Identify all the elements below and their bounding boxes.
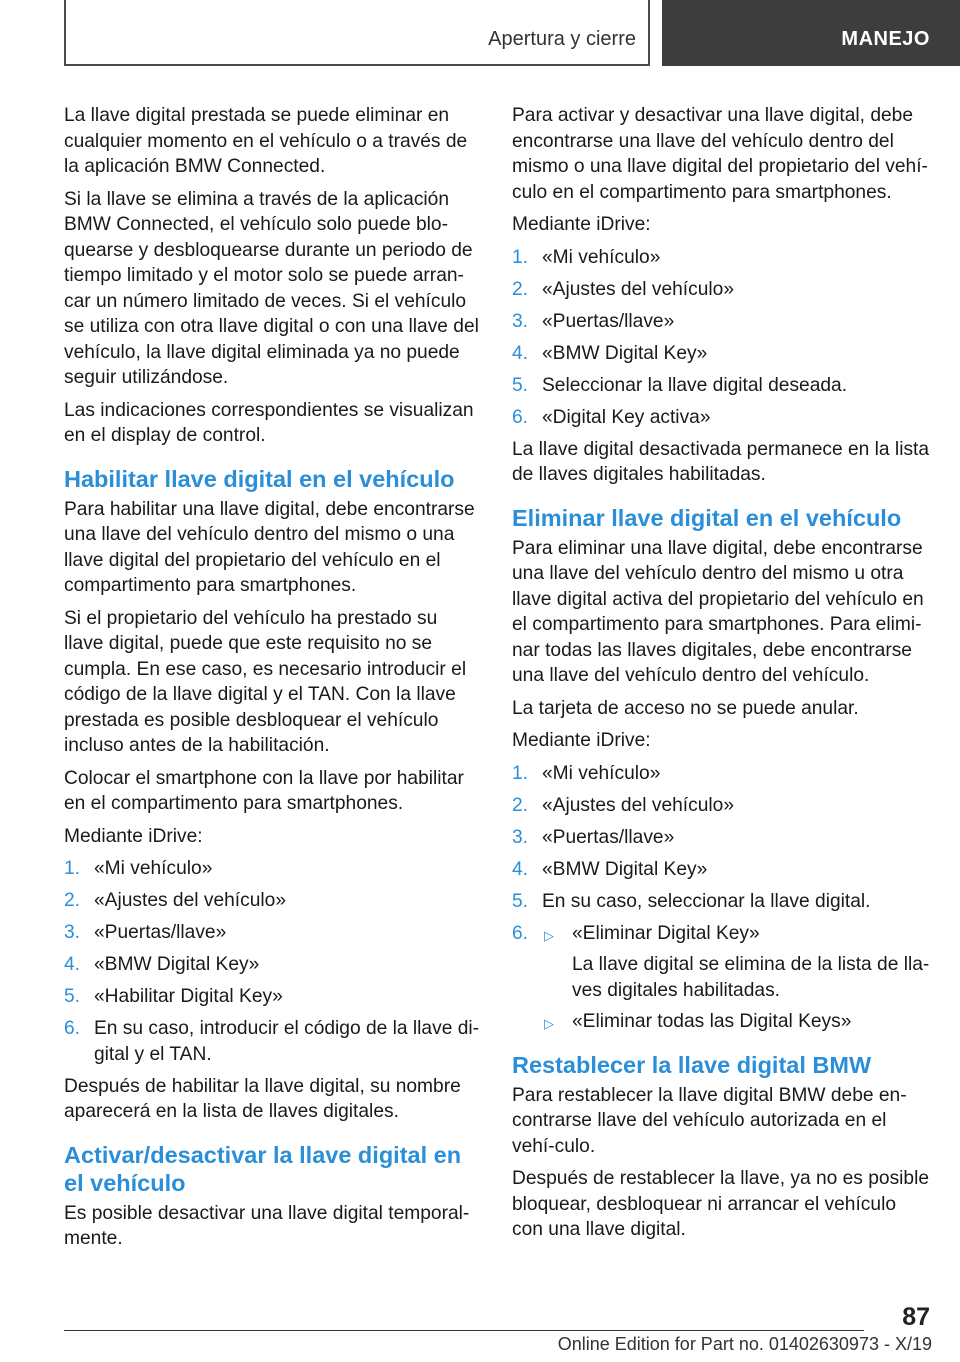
- step-text: «Puertas/llave»: [542, 310, 675, 332]
- step-text: «Habilitar Digital Key»: [94, 986, 283, 1007]
- list-item: [64, 1016, 482, 1067]
- list-item: [512, 825, 930, 851]
- step-number: 4.: [512, 858, 529, 880]
- page-header: [0, 0, 960, 66]
- footer-edition: Online Edition for Part no. 01402630973 - X/19: [557, 1334, 932, 1354]
- step-number: 5.: [512, 890, 529, 912]
- step-number: 4.: [512, 342, 529, 364]
- paragraph: Si la llave se elimina a través de la aplicación BMW Connected, el vehículo solo puede blo-quearse y desbloquearse durante un periodo de tiempo limitado y el motor solo se puede arran-car un número limitado de veces. Si el vehículo se utiliza con otra llave digital o con una llave del vehículo, la llave digital eliminada ya no puede seguir utilizándose.: [64, 188, 479, 388]
- step-text: «BMW Digital Key»: [94, 954, 260, 975]
- paragraph: Después de restablecer la llave, ya no es posible bloquear, desbloquear ni arrancar el vehículo con una llave digital.: [512, 1168, 930, 1240]
- step-number: 1.: [64, 858, 81, 879]
- sub-list-item: [542, 1009, 930, 1035]
- list-item: [64, 984, 482, 1010]
- step-text: «Puertas/llave»: [94, 922, 227, 943]
- step-text: «Ajustes del vehículo»: [542, 278, 734, 300]
- steps-list: [64, 856, 482, 1067]
- paragraph: Colocar el smartphone con la llave por habilitar en el compartimento para smartphones.: [64, 767, 464, 814]
- paragraph: Es posible desactivar una llave digital temporal-mente.: [64, 1202, 470, 1249]
- step-text: «BMW Digital Key»: [542, 858, 708, 880]
- step-number: 2.: [512, 278, 529, 300]
- list-item: [64, 952, 482, 978]
- step-text: «Digital Key activa»: [542, 406, 711, 428]
- list-item: [512, 889, 930, 915]
- paragraph: La llave digital desactivada permanece en la lista de llaves digitales habilitadas.: [512, 438, 930, 485]
- step-number: 6.: [64, 1018, 81, 1039]
- list-item: [64, 888, 482, 914]
- step-text: «Ajustes del vehículo»: [94, 890, 286, 911]
- list-item: [512, 245, 930, 271]
- sub-item-note: La llave digital se elimina de la lista de lla-ves digitales habilitadas.: [572, 954, 930, 1001]
- paragraph: La tarjeta de acceso no se puede anular.: [512, 697, 859, 719]
- section-heading: Activar/desactivar la llave digital en el vehículo: [64, 1141, 462, 1196]
- step-text: «Puertas/llave»: [542, 826, 675, 848]
- paragraph: Mediante iDrive:: [512, 730, 651, 751]
- paragraph: Después de habilitar la llave digital, su nombre aparecerá en la lista de llaves digitales.: [64, 1075, 461, 1122]
- list-item: [512, 921, 930, 1035]
- header-rule-bottom: [64, 64, 650, 66]
- left-column: [64, 103, 482, 1259]
- section-heading: Restablecer la llave digital BMW: [512, 1051, 872, 1078]
- page-number: 87: [902, 1303, 930, 1331]
- step-text: «Mi vehículo»: [94, 858, 213, 879]
- step-text: En su caso, introducir el código de la llave di-gital y el TAN.: [94, 1018, 480, 1065]
- step-number: 6.: [512, 406, 529, 428]
- triangle-bullet-icon: ▷: [544, 1016, 554, 1031]
- step-text: En su caso, seleccionar la llave digital.: [542, 890, 871, 912]
- paragraph: Para restablecer la llave digital BMW debe en-contrarse llave del vehículo autorizada en el vehí-culo.: [512, 1084, 907, 1157]
- paragraph: La llave digital prestada se puede eliminar en cualquier momento en el vehículo o a través de la aplicación BMW Connected.: [64, 105, 468, 177]
- footer-rule: [64, 1330, 864, 1331]
- step-text: Seleccionar la llave digital deseada.: [542, 374, 848, 396]
- list-item: [512, 341, 930, 367]
- list-item: [64, 920, 482, 946]
- paragraph: Para habilitar una llave digital, debe encontrarse una llave del vehículo dentro del mismo o una llave digital del propietario del vehículo en el compartimento para smartphones.: [64, 498, 475, 596]
- step-number: 3.: [512, 826, 529, 848]
- list-item: [512, 405, 930, 431]
- triangle-bullet-icon: ▷: [544, 927, 554, 943]
- header-section-title: Apertura y cierre: [488, 28, 636, 50]
- paragraph: Mediante iDrive:: [512, 214, 651, 235]
- list-item: [512, 373, 930, 399]
- step-text: «Mi vehículo»: [542, 762, 661, 784]
- steps-list: [512, 761, 930, 1035]
- step-text: «Mi vehículo»: [542, 246, 661, 268]
- section-heading: Eliminar llave digital en el vehículo: [512, 504, 902, 531]
- paragraph: Las indicaciones correspondientes se visualizan en el display de control.: [64, 399, 474, 446]
- paragraph: Si el propietario del vehículo ha prestado su llave digital, puede que este requisito no se cumpla. En ese caso, es necesario introducir el código de la llave digital y el TAN. Con la llave prestada es posible desbloquear el vehículo incluso antes de la habilitación.: [64, 607, 467, 756]
- sub-item-text: «Eliminar Digital Key»: [572, 922, 760, 944]
- sub-list-item: [542, 921, 930, 1004]
- step-number: 5.: [512, 374, 529, 396]
- paragraph: Para activar y desactivar una llave digital, debe encontrarse una llave del vehículo dentro del mismo o una llave digital del propietario del vehí-culo en el compartimento para smartphones.: [512, 105, 928, 203]
- paragraph: Para eliminar una llave digital, debe encontrarse una llave del vehículo dentro del mismo u otra llave digital activa del propietario del vehículo en el compartimento para smartphones. Para elimi-nar todas las llaves digitales, debe encontrarse una llave del vehículo dentro del vehículo.: [512, 537, 924, 686]
- step-number: 4.: [64, 954, 81, 975]
- list-item: [512, 309, 930, 335]
- header-rule-divider: [648, 0, 650, 66]
- step-number: 1.: [512, 762, 529, 784]
- right-column: [512, 103, 930, 1250]
- list-item: [512, 857, 930, 883]
- sub-item-text: «Eliminar todas las Digital Keys»: [572, 1011, 852, 1032]
- step-number: 6.: [512, 922, 529, 944]
- step-number: 5.: [64, 986, 81, 1007]
- paragraph: Mediante iDrive:: [64, 825, 203, 847]
- step-number: 3.: [512, 310, 529, 332]
- list-item: [512, 277, 930, 303]
- list-item: [512, 761, 930, 787]
- step-number: 2.: [512, 794, 529, 816]
- step-text: «BMW Digital Key»: [542, 342, 708, 364]
- header-chapter-tab: [662, 0, 960, 66]
- step-number: 2.: [64, 890, 81, 911]
- list-item: [64, 856, 482, 882]
- step-number: 3.: [64, 922, 81, 943]
- header-chapter-label: MANEJO: [841, 28, 930, 50]
- step-text: «Ajustes del vehículo»: [542, 794, 734, 816]
- steps-list: [512, 245, 930, 431]
- section-heading: Habilitar llave digital en el vehículo: [64, 465, 455, 492]
- step-number: 1.: [512, 246, 529, 268]
- list-item: [512, 793, 930, 819]
